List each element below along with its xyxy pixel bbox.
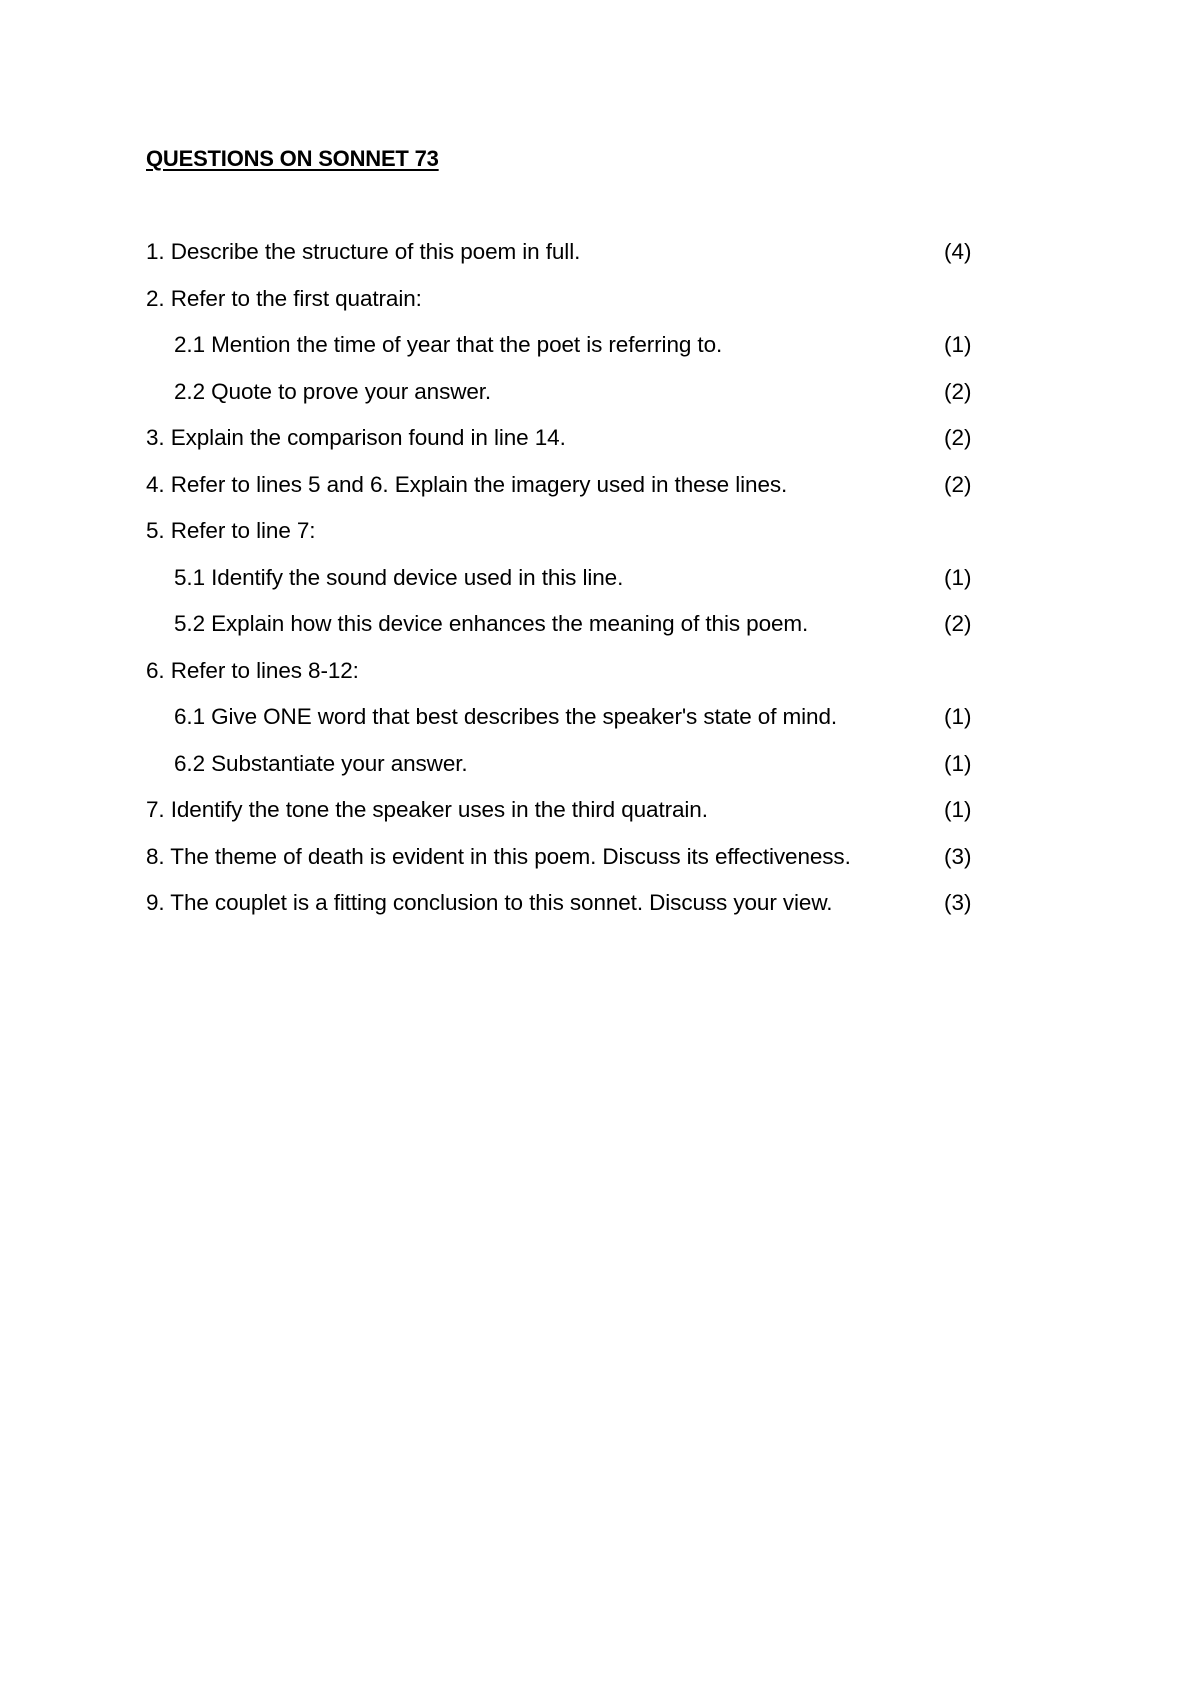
question-text: 6.2 Substantiate your answer. — [174, 750, 468, 776]
question-text: 8. The theme of death is evident in this poem. Discuss its effectiveness. — [146, 843, 851, 869]
question-marks: (1) — [944, 750, 972, 776]
question-marks: (3) — [944, 890, 972, 915]
question-text: 7. Identify the tone the speaker uses in the third quatrain. — [146, 797, 708, 822]
question-2-1 — [146, 330, 986, 377]
question-list — [146, 237, 986, 935]
question-marks: (1) — [944, 704, 972, 729]
question-text: 6. Refer to lines 8-12: — [146, 657, 359, 683]
question-text: 5.2 Explain how this device enhances the meaning of this poem. — [174, 611, 809, 636]
question-9 — [146, 888, 986, 935]
question-4 — [146, 470, 986, 517]
question-marks: (1) — [944, 564, 972, 590]
question-6-2 — [146, 749, 986, 796]
question-text: 3. Explain the comparison found in line 14. — [146, 425, 566, 450]
question-5-2 — [146, 609, 986, 656]
question-2 — [146, 284, 986, 331]
document-title: QUESTIONS ON SONNET 73 — [146, 146, 439, 171]
question-text: 2.2 Quote to prove your answer. — [174, 378, 492, 404]
question-5 — [146, 516, 986, 563]
question-marks: (2) — [944, 611, 972, 636]
question-text: 5.1 Identify the sound device used in this line. — [174, 564, 624, 590]
question-text: 6.1 Give ONE word that best describes the speaker's state of mind. — [174, 704, 838, 729]
question-marks: (4) — [944, 239, 972, 264]
question-text: 2. Refer to the first quatrain: — [146, 285, 422, 311]
question-5-1 — [146, 563, 986, 610]
question-marks: (2) — [944, 378, 972, 404]
question-marks: (1) — [944, 332, 972, 357]
question-6-1 — [146, 702, 986, 749]
question-marks: (1) — [944, 797, 972, 822]
question-marks: (3) — [944, 843, 972, 869]
question-8 — [146, 842, 986, 889]
question-3 — [146, 423, 986, 470]
question-marks: (2) — [944, 471, 972, 497]
question-marks: (2) — [944, 425, 972, 450]
question-7 — [146, 795, 986, 842]
question-text: 2.1 Mention the time of year that the poet is referring to. — [174, 332, 723, 357]
question-1 — [146, 237, 986, 284]
question-2-2 — [146, 377, 986, 424]
question-text: 5. Refer to line 7: — [146, 518, 316, 543]
question-text: 4. Refer to lines 5 and 6. Explain the imagery used in these lines. — [146, 471, 788, 497]
question-text: 9. The couplet is a fitting conclusion to this sonnet. Discuss your view. — [146, 890, 833, 915]
question-6 — [146, 656, 986, 703]
question-text: 1. Describe the structure of this poem in full. — [146, 239, 581, 264]
